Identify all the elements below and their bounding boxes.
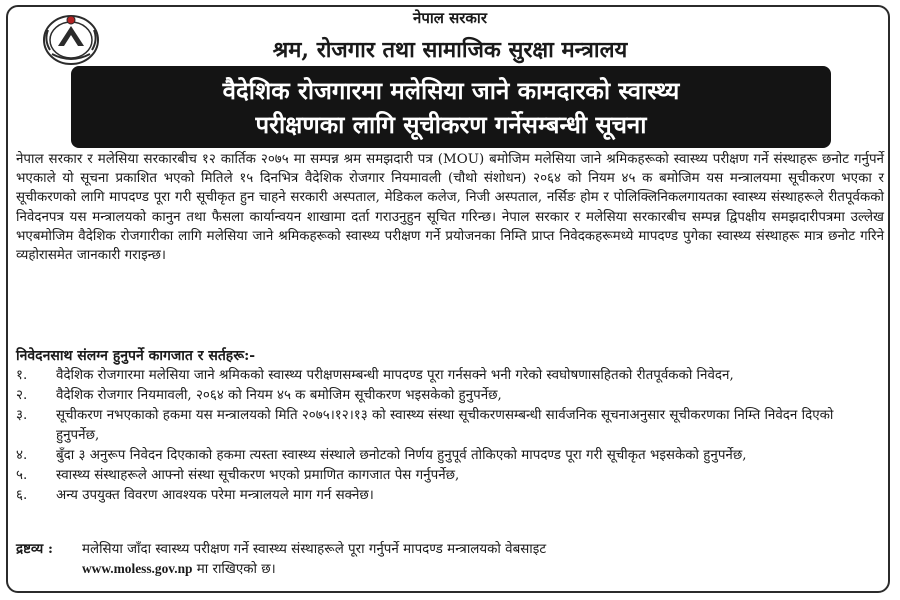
notice-body: नेपाल सरकार र मलेसिया सरकारबीच १२ कार्तिक २०७५ मा सम्पन्न श्रम समझदारी पत्र (MOU) बमोजिम मलेसिया जाने श्रमिकहरूको स्वास्थ्य परीक्षण गर्ने संस्थाहरू छनोट गर्नुपर्ने भएकाले यो सूचना प्रकाशित भएको मितिले १५ दिनभित्र वैदेशिक रोजगार नियमावली (चौथो संशोधन) २०६४ को नियम ४५ क बमोजिम यस मन्त्रालयमा सूचीकरण भएका र सूचीकरणको लागि मापदण्ड पूरा गरी सूचीकृत हुन चाहने सरकारी अस्पताल, मेडिकल कलेज, निजी अस्पताल, नर्सिङ होम र पोलिक्लिनिकलगायतका स्वास्थ्य संस्थाहरूले रीतपूर्वकको निवेदनपत्र यस मन्त्रालयको कानुन तथा फैसला कार्यान्वयन शाखामा दर्ता गराउनुहुन सूचित गरिन्छ। नेपाल सरकार र मलेसिया सरकारबीच सम्पन्न द्विपक्षीय समझदारीपत्रमा उल्लेख भएबमोजिम वैदेशिक रोजगारीका लागि मलेसिया जाने श्रमिकहरूको स्वास्थ्य परीक्षण गर्ने प्रयोजनका निम्ति प्राप्त निवेदकहरूमध्ये मापदण्ड पुगेका स्वास्थ्य संस्थाहरू मात्र छनोट गरिने व्यहोरासमेत जानकारी गराइन्छ। bbox=[16, 152, 884, 264]
note-section bbox=[16, 540, 884, 579]
government-label: नेपाल सरकार bbox=[413, 9, 487, 27]
list-item-text: अन्य उपयुक्त विवरण आवश्यक परेमा मन्त्रालयले माग गर्न सक्नेछ। bbox=[56, 488, 374, 504]
list-item-text: बुँदा ३ अनुरूप निवेदन दिएकाको हकमा त्यस्ता स्वास्थ्य संस्थाले छनोटको निर्णय हुनुपूर्व तोकिएको मापदण्ड पूरा गरी सूचीकृत भइसकेको हुनुपर्नेछ, bbox=[56, 447, 747, 463]
note-text-wrapper bbox=[82, 540, 884, 579]
list-item-number: ६. bbox=[16, 488, 28, 504]
list-item bbox=[16, 466, 884, 485]
list-item bbox=[16, 406, 884, 444]
list-item bbox=[16, 486, 884, 505]
list-item-text: सूचीकरण नभएकाको हकमा यस मन्त्रालयको मिति २०७५।१२।१३ को स्वास्थ्य संस्था सूचीकरणसम्बन्धी सार्वजनिक सूचनाअनुसार सूचीकरणका निम्ति निवेदन दिएको हुनुपर्नेछ, bbox=[56, 408, 834, 443]
notice-title-line-1: वैदेशिक रोजगारमा मलेसिया जाने कामदारको स्वास्थ्य bbox=[222, 77, 680, 105]
list-item-text: वैदेशिक रोजगारमा मलेसिया जाने श्रमिकको स्वास्थ्य परीक्षणसम्बन्धी मापदण्ड पूरा गर्नसक्ने भनी गरेको स्वघोषणासहितको रीतपूर्वकको निवेदन, bbox=[56, 368, 734, 383]
list-item-text: वैदेशिक रोजगार नियमावली, २०६४ को नियम ४५ क बमोजिम सूचीकरण भइसकेको हुनुपर्नेछ, bbox=[56, 388, 502, 404]
note-text: मलेसिया जाँदा स्वास्थ्य परीक्षण गर्ने स्वास्थ्य संस्थाहरूले पूरा गर्नुपर्ने मापदण्ड मन्त्रालयको वेबसाइट bbox=[82, 542, 547, 557]
website-link[interactable]: www.moless.gov.np bbox=[82, 561, 193, 577]
list-item-number: १. bbox=[16, 368, 28, 383]
list-item bbox=[16, 446, 884, 465]
list-item-number: २. bbox=[16, 388, 28, 404]
list-item-number: ४. bbox=[16, 447, 28, 463]
notice-title-line-2: परीक्षणका लागि सूचीकरण गर्नेसम्बन्धी सूचना bbox=[255, 111, 647, 139]
note-suffix: मा राखिएको छ। bbox=[192, 562, 276, 578]
notice-title-banner bbox=[71, 66, 831, 148]
ministry-title: श्रम, रोजगार तथा सामाजिक सुरक्षा मन्त्रालय bbox=[272, 37, 628, 63]
requirements-heading: निवेदनसाथ संलग्न हुनुपर्ने कागजात र सर्तहरू:- bbox=[16, 348, 256, 364]
requirements-list bbox=[16, 366, 884, 506]
list-item bbox=[16, 366, 884, 385]
list-item-text: स्वास्थ्य संस्थाहरूले आफ्नो संस्था सूचीकरण भएको प्रमाणित कागजात पेस गर्नुपर्नेछ, bbox=[56, 468, 460, 484]
list-item bbox=[16, 386, 884, 405]
list-item-number: ३. bbox=[16, 408, 28, 424]
list-item-number: ५. bbox=[16, 468, 28, 484]
note-label: द्रष्टव्य : bbox=[16, 541, 53, 557]
